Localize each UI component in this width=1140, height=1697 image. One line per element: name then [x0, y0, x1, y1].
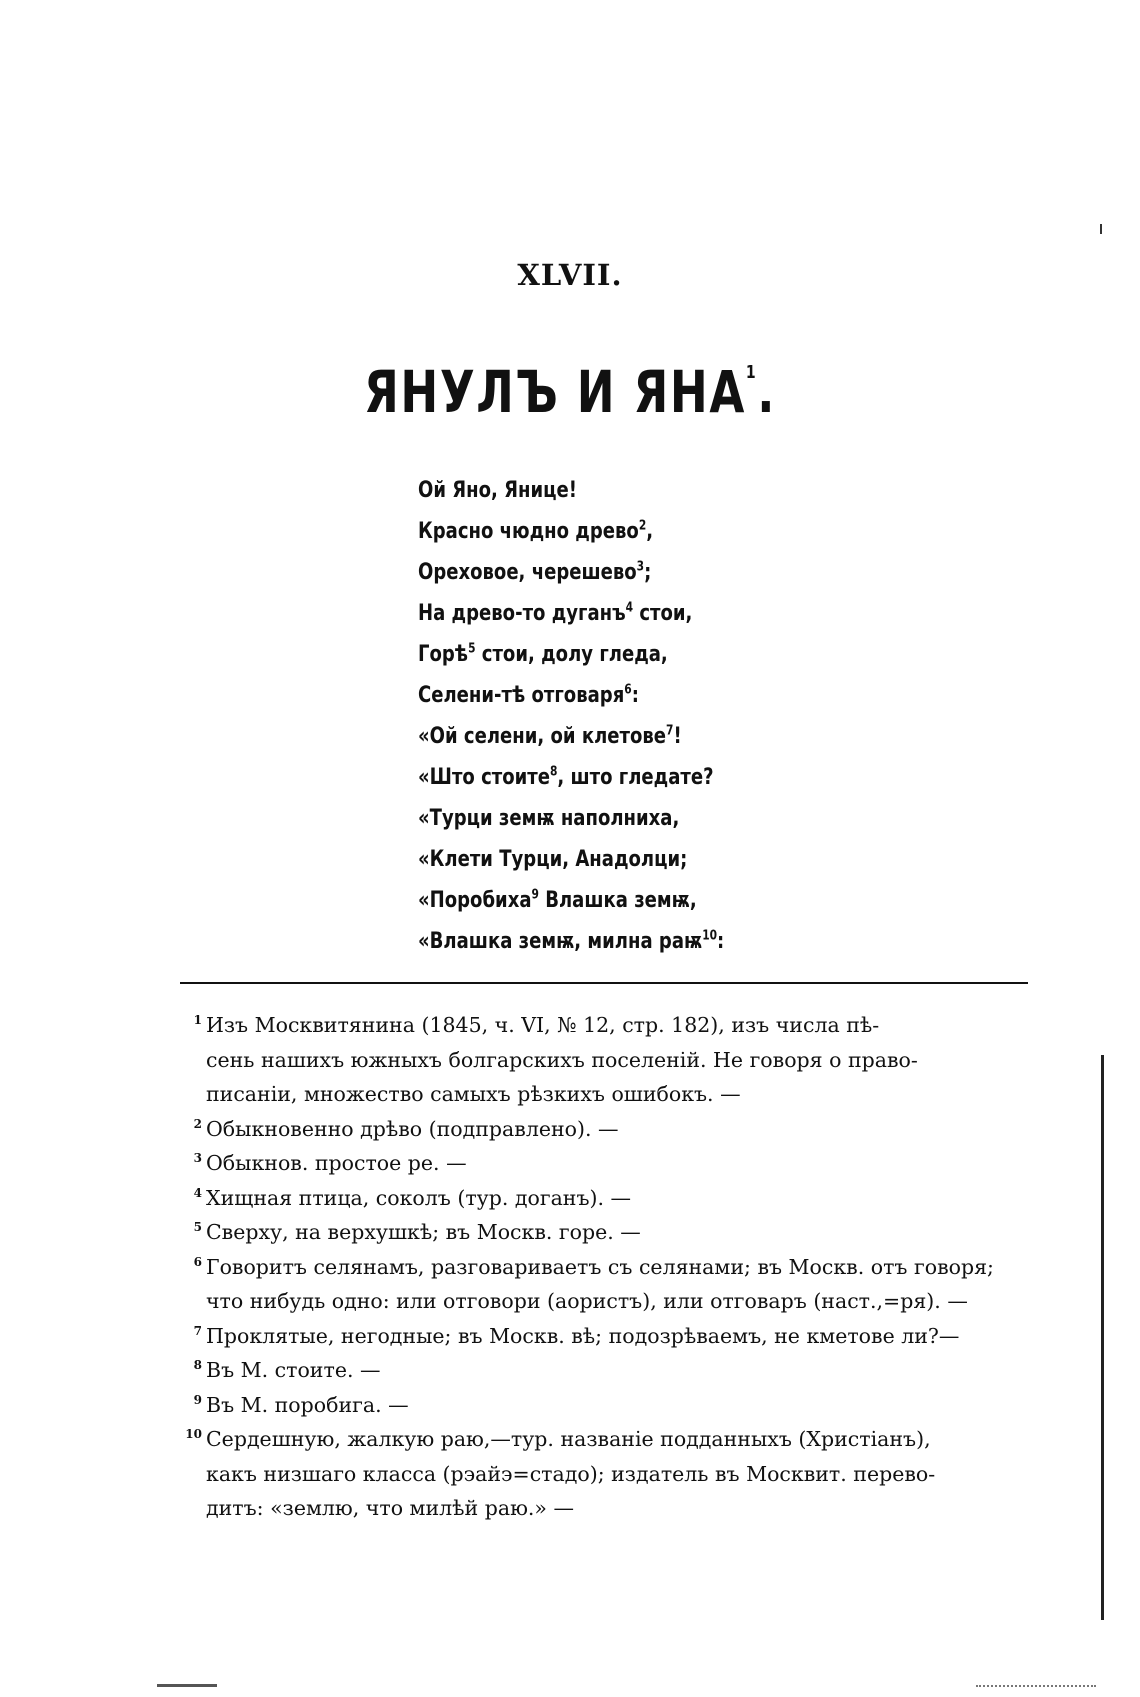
footnote-line: какъ низшаго класса (рэайэ=стадо); издатель въ Москвит. перево- [206, 1461, 936, 1486]
verse-line: «Ой селени, ой клетове$^7$! [418, 723, 682, 749]
footnote-line: Обыкнов. простое ре. — [206, 1151, 467, 1175]
verse-line: На древо-то дуганъ$^4$ стои, [418, 600, 693, 626]
footnote-divider [180, 982, 1028, 984]
verse-line: «Поробиха$^9$ Влашка земѭ, [418, 887, 697, 913]
footnote-number: 4 [193, 1185, 202, 1200]
footnote [172, 1146, 1042, 1181]
footnote-line: Хищная птица, соколъ (тур. доганъ). — [206, 1185, 632, 1210]
footnote-line: сень нашихъ южныхъ болгарскихъ поселеній. Не говоря о право- [206, 1047, 918, 1072]
footnote [172, 1422, 1042, 1526]
footnote [172, 1181, 1042, 1216]
footnote-ref: 5 [468, 641, 476, 657]
footnote-line: Обыкновенно дрѣво (подправлено). — [206, 1116, 619, 1141]
verse-line: Горѣ$^5$ стои, долу гледа, [418, 641, 668, 667]
footnote [172, 1112, 1042, 1147]
footnote-line: Сердешную, жалкую раю,—тур. названіе подданныхъ (Христіанъ), [206, 1427, 931, 1451]
scan-edge-bar [1101, 1055, 1104, 1620]
footnotes [172, 1008, 1042, 1526]
footnote-number: 8 [193, 1358, 202, 1372]
footnote-ref: 2 [638, 518, 647, 534]
verse-block [418, 470, 978, 962]
footnote-line: Въ М. поробига. — [206, 1392, 409, 1417]
verse-line: Ореховое, черешево$^3$; [418, 559, 652, 585]
verse-line: «Што стоите$^8$, што гледате? [418, 764, 714, 790]
footnote-ref: 10 [702, 928, 718, 944]
footnote-line: Говоритъ селянамъ, разговариваетъ съ селянами; въ Москв. отъ говоря; [206, 1254, 994, 1279]
verse-line: Ой Яно, Янице! [418, 478, 577, 503]
title-period: . [757, 358, 776, 426]
footnote [172, 1008, 1042, 1112]
footnote-number: 1 [193, 1013, 202, 1027]
chapter-number: XLVII. [517, 258, 623, 292]
scan-artifact [157, 1684, 217, 1687]
footnote-line: Сверху, на верхушкѣ; въ Москв. горе. — [206, 1220, 641, 1244]
scan-edge-mark [1100, 224, 1102, 234]
footnote-ref: 6 [624, 682, 632, 698]
song-title-text: ЯНУЛЪ И ЯНА [364, 358, 746, 426]
footnote-number: 7 [193, 1323, 202, 1338]
title-footnote-ref: 1 [745, 362, 758, 383]
footnote-line: писаніи, множество самыхъ рѣзкихъ ошибокъ. — [206, 1082, 741, 1106]
scan-artifact [976, 1685, 1096, 1690]
footnote-ref: 8 [549, 764, 558, 780]
footnote [172, 1388, 1042, 1423]
footnote [172, 1215, 1042, 1250]
footnote-number: 5 [193, 1220, 202, 1234]
footnote-line: что нибудь одно: или отговори (аористъ), или отговаръ (наст.,=ря). — [206, 1289, 968, 1313]
footnote-line: дитъ: «землю, что милѣй раю.» — [206, 1496, 574, 1520]
footnote-number: 3 [193, 1151, 202, 1165]
footnote-ref: 7 [666, 723, 674, 739]
footnote-number: 9 [193, 1392, 202, 1407]
footnote-number: 10 [185, 1427, 202, 1441]
footnote [172, 1353, 1042, 1388]
footnote-line: Въ М. стоите. — [206, 1358, 381, 1382]
footnote-line: Проклятые, негодные; въ Москв. вѣ; подозрѣваемъ, не кметове ли?— [206, 1323, 960, 1348]
footnote-ref: 3 [636, 559, 645, 575]
footnote-number: 6 [193, 1254, 202, 1269]
verse-line: «Клети Турци, Анадолци; [418, 847, 688, 872]
footnote [172, 1319, 1042, 1354]
footnote-ref: 4 [625, 600, 634, 616]
footnote-line: Изъ Москвитянина (1845, ч. VI, № 12, стр. 182), изъ числа пѣ- [206, 1013, 880, 1037]
footnote-number: 2 [193, 1116, 202, 1131]
verse-line: «Влашка земѭ, милна раѭ$^{10}$: [418, 928, 725, 954]
verse-line: Красно чюдно древо$^2$, [418, 518, 654, 544]
song-title [125, 358, 1014, 426]
footnote [172, 1250, 1042, 1319]
verse-line: «Турци земѭ наполниха, [418, 806, 680, 831]
verse-line: Селени-тѣ отговаря$^6$: [418, 682, 639, 708]
footnote-ref: 9 [531, 887, 539, 903]
